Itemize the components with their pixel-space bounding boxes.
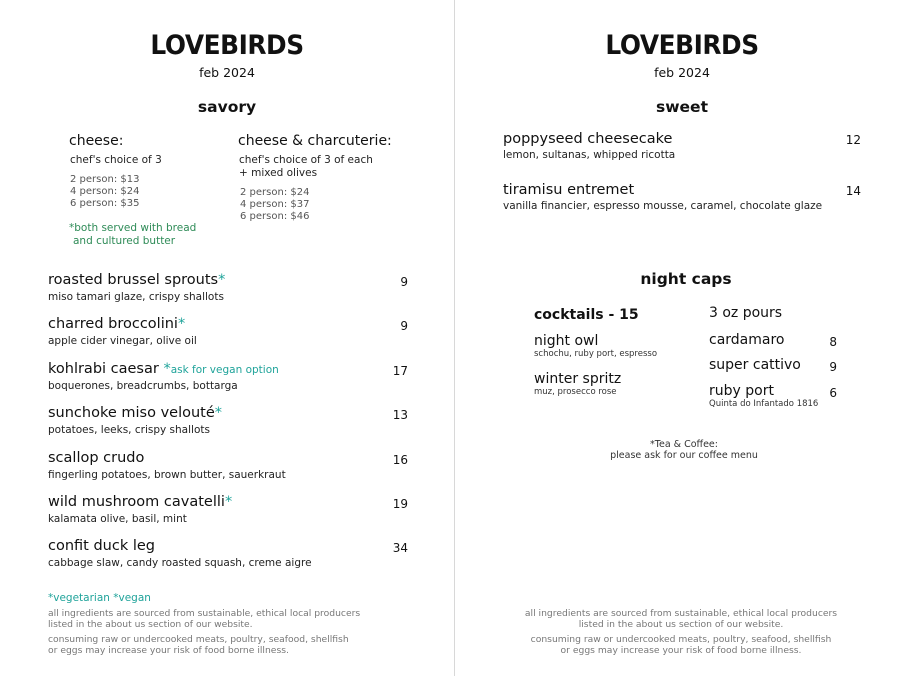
cheese-title: cheese:	[69, 133, 124, 149]
dish-name	[48, 316, 185, 332]
dish-name	[48, 361, 279, 377]
dish-name-text: roasted brussel sprouts	[48, 272, 219, 288]
dish-desc: potatoes, leeks, crispy shallots	[48, 424, 210, 436]
dish-price: 9	[400, 319, 408, 333]
sweet-section-title: sweet	[656, 98, 708, 116]
diet-legend: *vegetarian *vegan	[48, 592, 151, 604]
sourcing-note-line-1: all ingredients are sourced from sustainable, ethical local producers	[48, 608, 361, 619]
brand-logo: LOVEBIRDS	[150, 30, 304, 61]
dish-name-text: confit duck leg	[48, 538, 155, 554]
pour-price: 8	[829, 335, 837, 349]
raw-food-warning-line-1: consuming raw or undercooked meats, poultry, seafood, shellfish	[530, 634, 832, 645]
dish-name-text: wild mushroom cavatelli	[48, 494, 225, 510]
charcuterie-price-6: 6 person: $46	[240, 211, 310, 222]
dish-price: 17	[392, 364, 408, 378]
dessert-name: poppyseed cheesecake	[503, 131, 673, 147]
pour-name: cardamaro	[709, 332, 785, 348]
cocktails-heading: cocktails - 15	[534, 307, 639, 323]
dessert-price: 14	[845, 184, 861, 198]
night-caps-title: night caps	[640, 270, 732, 288]
dish-name	[48, 405, 222, 421]
cocktail-desc: schochu, ruby port, espresso	[534, 349, 658, 359]
charcuterie-subtitle-1: chef's choice of 3 of each	[239, 154, 373, 166]
dish-name	[48, 272, 225, 288]
diet-mark: *	[177, 316, 186, 332]
sourcing-note-line-2: listed in the about us section of our website.	[578, 619, 784, 630]
pour-price: 9	[829, 360, 837, 374]
dish-desc: cabbage slaw, candy roasted squash, creme aigre	[48, 557, 312, 569]
pours-heading: 3 oz pours	[709, 305, 783, 321]
dish-desc: boquerones, breadcrumbs, bottarga	[48, 380, 238, 392]
raw-food-warning-line-2: or eggs may increase your risk of food borne illness.	[560, 645, 802, 656]
charcuterie-title: cheese & charcuterie:	[238, 133, 392, 149]
dish-name	[48, 494, 232, 510]
dish-desc: fingerling potatoes, brown butter, sauerkraut	[48, 469, 286, 481]
dessert-name: tiramisu entremet	[503, 182, 635, 198]
charcuterie-price-2: 2 person: $24	[240, 187, 310, 198]
pour-price: 6	[829, 386, 837, 400]
cheese-subtitle: chef's choice of 3	[70, 154, 162, 166]
cheese-price-2: 2 person: $13	[70, 174, 140, 185]
bread-note-line-1: *both served with bread	[69, 222, 197, 234]
tea-coffee-note-line-1: *Tea & Coffee:	[650, 439, 718, 450]
diet-mark: *	[163, 361, 171, 377]
charcuterie-price-4: 4 person: $37	[240, 199, 310, 210]
dish-price: 13	[392, 408, 408, 422]
dish-desc: apple cider vinegar, olive oil	[48, 335, 197, 347]
diet-mark: *	[214, 405, 223, 421]
cocktail-desc: muz, prosecco rose	[534, 387, 617, 397]
dish-price: 19	[392, 497, 408, 511]
dessert-desc: vanilla financier, espresso mousse, caramel, chocolate glaze	[503, 200, 823, 212]
dish-name	[48, 538, 155, 554]
cheese-price-4: 4 person: $24	[70, 186, 140, 197]
sourcing-note-line-1: all ingredients are sourced from sustainable, ethical local producers	[524, 608, 838, 619]
dish-name-text: charred broccolini	[48, 316, 178, 332]
menu-date: feb 2024	[199, 65, 255, 80]
dish-desc: miso tamari glaze, crispy shallots	[48, 291, 224, 303]
dessert-desc: lemon, sultanas, whipped ricotta	[503, 149, 676, 161]
sweet-menu-page	[455, 0, 908, 676]
diet-mark: *	[218, 272, 226, 288]
cocktail-name: winter spritz	[534, 371, 622, 387]
sourcing-note-line-2: listed in the about us section of our website.	[48, 619, 253, 630]
dish-name	[48, 450, 144, 466]
pour-desc: Quinta do Infantado 1816	[709, 399, 819, 409]
bread-note-line-2: and cultured butter	[73, 235, 176, 247]
dish-price: 9	[400, 275, 408, 289]
raw-food-warning-line-1: consuming raw or undercooked meats, poultry, seafood, shellfish	[48, 634, 349, 645]
dish-desc: kalamata olive, basil, mint	[48, 513, 187, 525]
menu-date: feb 2024	[654, 65, 710, 80]
dish-price: 16	[392, 453, 408, 467]
cheese-price-6: 6 person: $35	[70, 198, 140, 209]
dish-name-text: sunchoke miso velouté	[48, 405, 215, 421]
brand-logo: LOVEBIRDS	[605, 30, 759, 61]
dessert-price: 12	[845, 133, 861, 147]
pour-name: ruby port	[709, 383, 774, 399]
vegan-option-note: ask for vegan option	[170, 364, 279, 376]
cocktail-name: night owl	[534, 333, 599, 349]
diet-mark: *	[224, 494, 233, 510]
dish-price: 34	[392, 541, 408, 555]
dish-name-text: scallop crudo	[48, 450, 145, 466]
dish-name-text: kohlrabi caesar	[48, 361, 164, 377]
savory-section-title: savory	[197, 98, 257, 116]
tea-coffee-note-line-2: please ask for our coffee menu	[610, 450, 758, 461]
raw-food-warning-line-2: or eggs may increase your risk of food borne illness.	[48, 645, 289, 656]
pour-name: super cattivo	[709, 357, 801, 373]
charcuterie-subtitle-2: + mixed olives	[239, 167, 318, 179]
